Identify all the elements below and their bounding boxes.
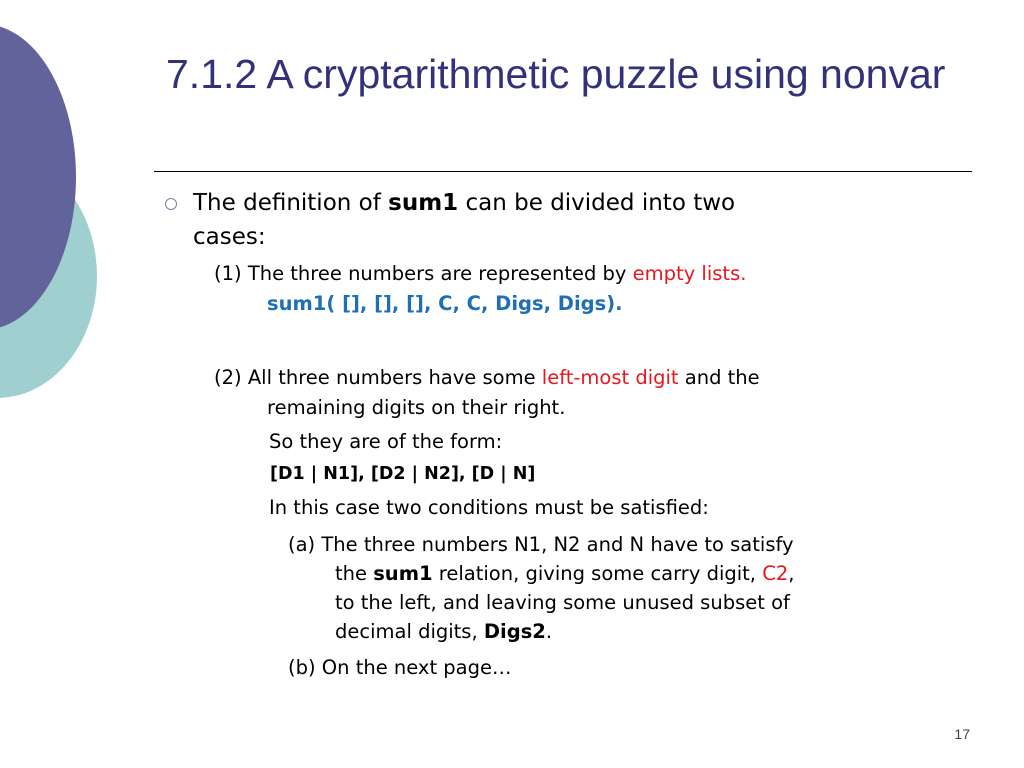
cond-a-keyword: sum1 — [373, 562, 433, 585]
case2-text: (2) All three numbers have some — [214, 366, 542, 389]
cond-a-line1: (a) The three numbers N1, N2 and N have to satisfy — [288, 533, 794, 556]
case2-line — [214, 364, 760, 392]
cond-a-carry: C2 — [762, 562, 789, 585]
cond-a-line2 — [335, 560, 794, 588]
case2-highlight: left-most digit — [541, 366, 679, 389]
bullet-text: The definition of — [193, 190, 389, 216]
case1-line — [214, 260, 746, 288]
cond-a-line3: to the left, and leaving some unused subset of — [335, 591, 790, 614]
case2-line-wrap: remaining digits on their right. — [267, 396, 566, 419]
bullet-ring-icon — [165, 198, 177, 210]
conditions-intro: In this case two conditions must be satisfied: — [269, 496, 709, 519]
bullet-keyword: sum1 — [388, 190, 459, 216]
cond-a-period: . — [545, 620, 553, 643]
case1-text: (1) The three numbers are represented by — [214, 262, 633, 285]
cond-a-line4 — [335, 618, 552, 646]
form-intro: So they are of the form: — [269, 430, 503, 453]
case1-highlight: empty lists. — [632, 262, 747, 285]
cond-a-digs2: Digs2 — [483, 620, 546, 643]
cond-b-line: (b) On the next page… — [288, 656, 512, 679]
form-code: [D1 | N1], [D2 | N2], [D | N] — [270, 464, 536, 484]
slide-title: 7.1.2 A cryptarithmetic puzzle using nonvar — [166, 51, 946, 97]
cond-a-text: the — [335, 562, 374, 585]
bullet-text-cont: can be divided into two — [458, 190, 736, 216]
bullet-line — [193, 188, 735, 218]
bullet-line-wrap: cases: — [193, 224, 266, 250]
page-number: 17 — [954, 726, 970, 742]
cond-a-comma: , — [788, 562, 795, 585]
case2-text-cont: and the — [678, 366, 760, 389]
cond-a-text-end: decimal digits, — [335, 620, 484, 643]
cond-a-text-mid: relation, giving some carry digit, — [432, 562, 763, 585]
case1-code: sum1( [], [], [], C, C, Digs, Digs). — [267, 292, 623, 315]
